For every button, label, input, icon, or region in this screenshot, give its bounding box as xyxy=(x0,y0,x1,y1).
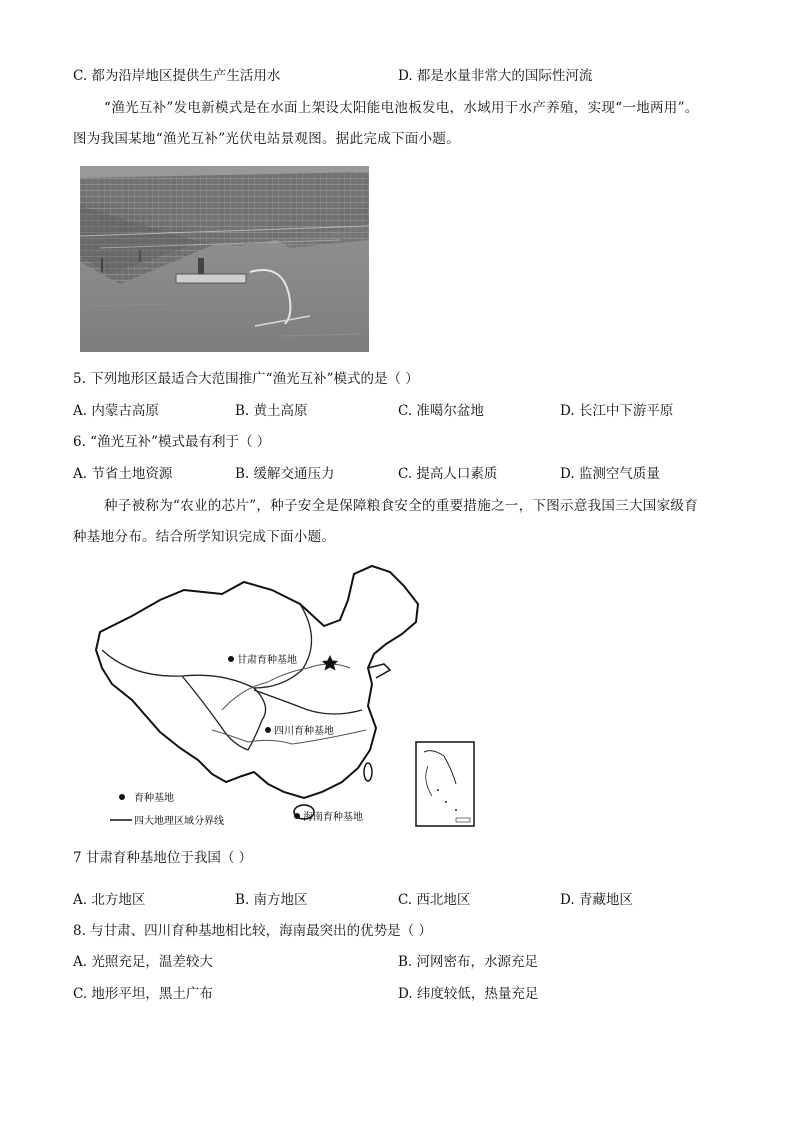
china-map-graphic xyxy=(72,560,492,838)
sichuan-base-label: 四川育种基地 xyxy=(274,726,334,737)
q6-option-c: C. 提高人口素质 xyxy=(398,466,498,482)
q7-stem: 7 甘肃育种基地位于我国（ ） xyxy=(73,850,253,866)
q8-stem: 8. 与甘肃、四川育种基地相比较，海南最突出的优势是（ ） xyxy=(73,923,432,939)
q8-option-d: D. 纬度较低，热量充足 xyxy=(398,986,539,1002)
intro2-line1: 种子被称为“农业的芯片”，种子安全是保障粮食安全的重要措施之一，下图示意我国三大国家级育 xyxy=(104,498,699,514)
q8-option-c: C. 地形平坦，黑土广布 xyxy=(73,986,213,1002)
q7-option-b: B. 南方地区 xyxy=(235,892,308,908)
hainan-base-label: 海南育种基地 xyxy=(303,812,363,823)
region-boundary-north-south xyxy=(254,690,362,714)
hainan-base-marker xyxy=(294,813,300,819)
q5-option-d: D. 长江中下游平原 xyxy=(560,403,674,419)
sichuan-base-marker xyxy=(265,727,271,733)
capital-star-icon xyxy=(322,655,338,671)
q8-option-a: A. 光照充足，温差较大 xyxy=(73,954,213,970)
intro1-line2: 图为我国某地“渔光互补”光伏电站景观图。据此完成下面小题。 xyxy=(73,131,461,147)
q4-option-d: D. 都是水量非常大的国际性河流 xyxy=(398,68,593,84)
q8-option-b: B. 河网密布，水源充足 xyxy=(398,954,539,970)
q5-stem: 5. 下列地形区最适合大范围推广“渔光互补”模式的是（ ） xyxy=(73,371,419,387)
gansu-base-marker xyxy=(228,656,234,662)
intro2-line2: 种基地分布。结合所学知识完成下面小题。 xyxy=(73,529,336,545)
south-china-sea-inset xyxy=(416,742,474,826)
q7-option-a: A. 北方地区 xyxy=(73,892,146,908)
intro1-line1: “渔光互补”发电新模式是在水面上架设太阳能电池板发电，水域用于水产养殖，实现“一地两用”。 xyxy=(104,100,699,116)
china-breeding-map xyxy=(72,560,492,838)
q6-option-d: D. 监测空气质量 xyxy=(560,466,660,482)
q4-option-c: C. 都为沿岸地区提供生产生活用水 xyxy=(73,68,281,84)
q6-stem: 6. “渔光互补”模式最有利于（ ） xyxy=(73,434,271,450)
q5-option-c: C. 准噶尔盆地 xyxy=(398,403,484,419)
legend-base-marker xyxy=(119,794,125,800)
q7-option-c: C. 西北地区 xyxy=(398,892,471,908)
q6-option-b: B. 缓解交通压力 xyxy=(235,466,335,482)
yellow-river xyxy=(222,664,350,710)
q5-option-a: A. 内蒙古高原 xyxy=(73,403,159,419)
legend-base-label: 育种基地 xyxy=(134,793,174,804)
q5-option-b: B. 黄土高原 xyxy=(235,403,308,419)
q7-option-d: D. 青藏地区 xyxy=(560,892,633,908)
taiwan-island xyxy=(364,763,372,781)
fishery-solar-photo-graphic xyxy=(80,166,369,352)
gansu-base-label: 甘肃育种基地 xyxy=(237,655,297,666)
fishery-solar-photo xyxy=(80,166,369,352)
legend-line-label: 四大地理区域分界线 xyxy=(134,816,224,827)
q6-option-a: A. 节省土地资源 xyxy=(73,466,173,482)
